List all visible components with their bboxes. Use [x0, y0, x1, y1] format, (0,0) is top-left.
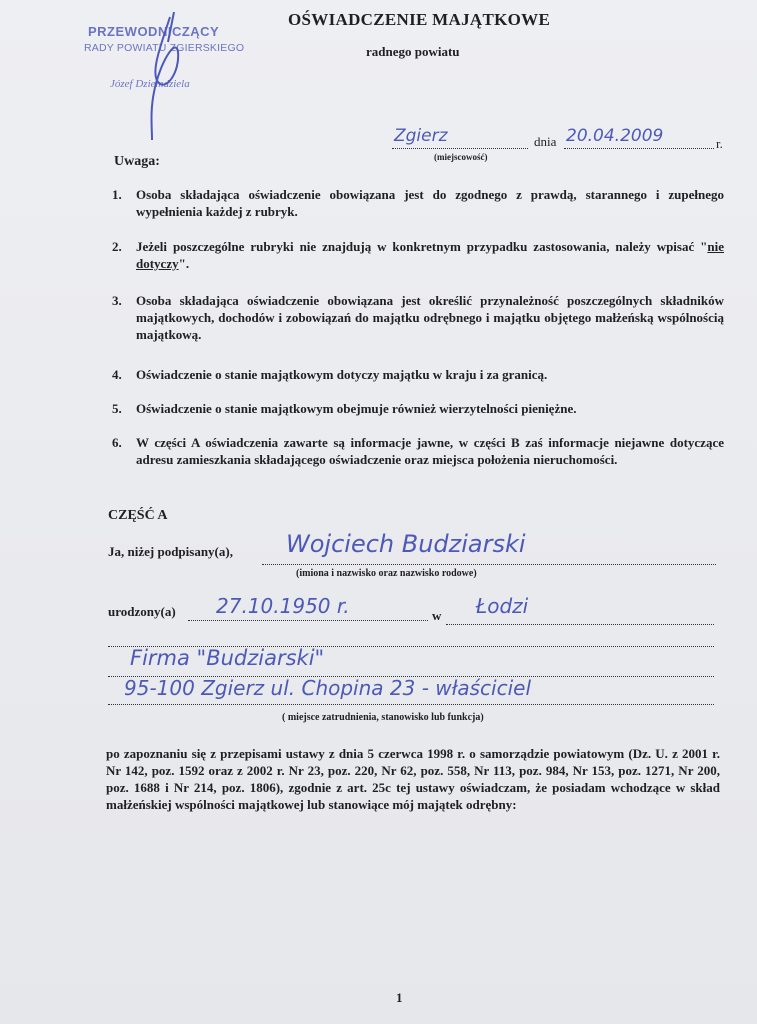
name-caption: (imiona i nazwisko oraz nazwisko rodowe)	[296, 568, 477, 579]
note-number: 3.	[112, 293, 122, 308]
born-in-label: w	[432, 608, 442, 623]
place-caption: (miejscowość)	[434, 152, 488, 162]
note-item	[112, 434, 724, 468]
document-title: OŚWIADCZENIE MAJĄTKOWE	[288, 10, 551, 29]
employment-caption: ( miejsce zatrudnienia, stanowisko lub funkcja)	[282, 712, 484, 723]
signature-icon	[140, 12, 200, 142]
stamp-name: Józef Dziemdziela	[110, 78, 190, 90]
place-date-row	[376, 124, 726, 164]
note-item	[112, 186, 724, 220]
stamp-title: PRZEWODNICZĄCY	[88, 24, 220, 39]
note-item	[112, 400, 724, 417]
place-value: Zgierz	[394, 126, 448, 146]
note-text: Jeżeli poszczególne rubryki nie znajdują w konkretnym przypadku zastosowania, należy wpisać "nie dotyczy".	[136, 239, 724, 271]
name-label: Ja, niżej podpisany(a),	[108, 544, 233, 559]
note-text: Oświadczenie o stanie majątkowym dotyczy majątku w kraju i za granicą.	[136, 367, 548, 382]
born-place-value: Łodzi	[476, 594, 529, 618]
born-date-value: 27.10.1950 r.	[216, 594, 350, 618]
note-text: Osoba składająca oświadczenie obowiązana jest do zgodnego z prawdą, starannego i zupełnego wypełnienia każdej z rubryk.	[136, 187, 724, 219]
note-number: 5.	[112, 401, 122, 416]
note-text: Osoba składająca oświadczenie obowiązana jest określić przynależność poszczególnych składników majątkowych, dochodów i zobowiązań do majątku odrębnego i majątku objętego małżeńską wspólnością majątkową.	[136, 293, 724, 342]
date-value: 20.04.2009	[566, 126, 664, 146]
part-a-heading: CZĘŚĆ A	[108, 508, 168, 523]
r-label: r.	[716, 136, 723, 151]
note-number: 2.	[112, 239, 122, 254]
note-item	[112, 238, 724, 272]
note-number: 1.	[112, 187, 122, 202]
statement-paragraph: po zapoznaniu się z przepisami ustawy z dnia 5 czerwca 1998 r. o samorządzie powiatowym (Dz. U. z 2001 r. Nr 142, poz. 1592 oraz z 2002 r. Nr 23, poz. 220, Nr 62, poz. 558, Nr 113, poz. 984, Nr 153, poz. 1271, Nr 200, poz. 1688 i Nr 214, poz. 1806), zgodnie z art. 25c tej ustawy oświadczam, że posiadam wchodzące w skład małżeńskiej wspólności majątkowej lub stanowiące mój majątek odrębny:	[106, 746, 720, 812]
note-text: Oświadczenie o stanie majątkowym obejmuje również wierzytelności pieniężne.	[136, 401, 577, 416]
notes-heading: Uwaga:	[114, 154, 160, 169]
stamp-council: RADY POWIATU ZGIERSKIEGO	[84, 42, 245, 54]
note-number: 4.	[112, 367, 122, 382]
born-label: urodzony(a)	[108, 604, 176, 619]
document-subtitle: radnego powiatu	[366, 44, 460, 59]
note-item	[112, 366, 724, 383]
nie-dotyczy-phrase: nie dotyczy	[136, 239, 724, 271]
official-stamp	[80, 20, 260, 120]
employment-line2: 95-100 Zgierz ul. Chopina 23 - właściciel	[124, 676, 532, 700]
note-number: 6.	[112, 435, 122, 450]
dnia-label: dnia	[534, 134, 557, 149]
name-value: Wojciech Budziarski	[286, 530, 526, 558]
page-number: 1	[396, 990, 403, 1005]
employment-line1: Firma "Budziarski"	[130, 646, 325, 670]
note-text: W części A oświadczenia zawarte są informacje jawne, w części B zaś informacje niejawne dotyczące adresu zamieszkania składającego oświadczenie oraz miejsca położenia nieruchomości.	[136, 435, 724, 467]
note-item	[112, 292, 724, 343]
